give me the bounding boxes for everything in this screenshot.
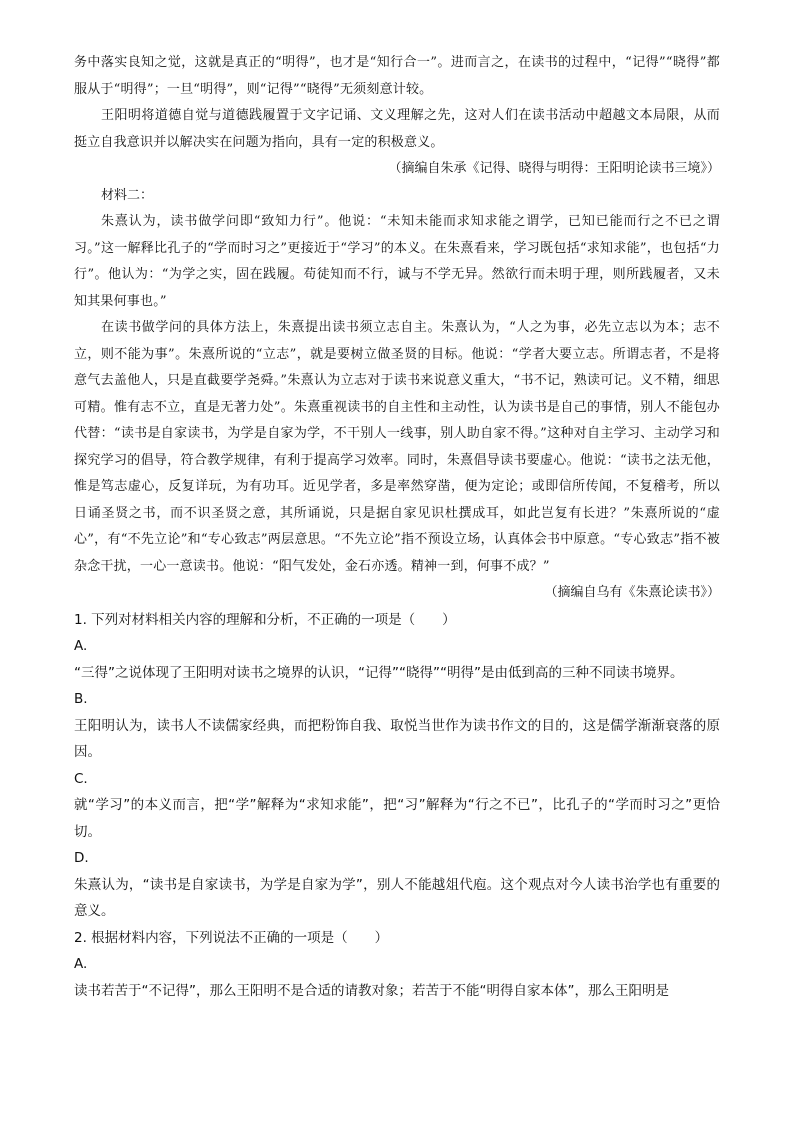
question-stem: 1. 下列对材料相关内容的理解和分析，不正确的一项是（ ）: [74, 611, 456, 628]
material1-paragraph-conclusion: 王阳明将道德自觉与道德践履置于文字记诵、文义理解之先，这对人们在读书活动中超越文本局限，从而挺立自我意识并以解决实在问题为指向，具有一定的积极意义。: [74, 108, 720, 150]
option-letter: C.: [74, 770, 88, 787]
option-c[interactable]: [74, 766, 720, 846]
question-2: [74, 925, 720, 1005]
option-text: “三得”之说体现了王阳明对读书之境界的认识，“记得”“晓得”“明得”是由低到高的三种不同读书境界。: [74, 664, 684, 681]
document-page: [74, 50, 720, 1004]
question-1: [74, 607, 720, 925]
material2-source: （摘编自乌有《朱熹论读书》）: [544, 585, 720, 600]
option-letter: A.: [74, 638, 88, 654]
option-text: 就“学习”的本义而言，把“学”解释为“求知求能”，把“习”解释为“行之不已”，比孔子的“学而时习之”更恰切。: [74, 797, 720, 840]
option-letter: D.: [74, 850, 89, 866]
option-text: 朱熹认为，“读书是自家读书，为学是自家为学”，别人不能越俎代庖。这个观点对今人读书治学也有重要的意义。: [74, 876, 720, 919]
question-stem: 2. 根据材料内容，下列说法不正确的一项是（ ）: [74, 929, 389, 946]
option-b[interactable]: [74, 686, 720, 766]
option-letter: B.: [74, 691, 88, 707]
option-letter: A.: [74, 956, 88, 972]
material1-paragraph-continued: 务中落实良知之觉，这就是真正的“明得”，也才是“知行合一”。进而言之，在读书的过程中，“记得”“晓得”都服从于“明得”；一旦“明得”，则“记得”“晓得”无须刻意计较。: [74, 55, 720, 97]
option-a[interactable]: [74, 633, 720, 686]
material2-paragraph-2: 在读书做学问的具体方法上，朱熹提出读书须立志自主。朱熹认为，“人之为事，必先立志以为本；志不立，则不能为事”。朱熹所说的“立志”，就是要树立做圣贤的目标。他说：“学者大要立志。所谓志者，不是将意气去盖他人，只是直截要学尧舜。”朱熹认为立志对于读书来说意义重大，“书不记，熟读可记。义不精，细思可精。惟有志不立，直是无著力处”。朱熹重视读书的自主性和主动性，认为读书是自己的事情，别人不能包办代替：“读书是自家读书，为学是自家为学，不干别人一线事，别人助自家不得。”这种对自主学习、主动学习和探究学习的倡导，符合教学规律，有利于提高学习效率。同时，朱熹倡导读书要虚心。他说：“读书之法无他，惟是笃志虚心，反复详玩，为有功耳。近见学者，多是率然穿凿，便为定论；或即信所传闻，不复稽考，所以日诵圣贤之书，而不识圣贤之意，其所诵说，只是据自家见识杜撰成耳，如此岂复有长进？”朱熹所说的“虚心”，有“不先立论”和“专心致志”两层意思。“不先立论”指不预设立场，认真体会书中原意。“专心致志”指不被杂念干扰，一心一意读书。他说：“阳气发处，金石亦透。精神一到，何事不成？”: [74, 320, 720, 574]
option-text: 王阳明认为，读书人不读儒家经典，而把粉饰自我、取悦当世作为读书作文的目的，这是儒学渐渐衰落的原因。: [74, 717, 720, 760]
option-a[interactable]: [74, 951, 720, 1004]
option-text: 读书若苦于“不记得”，那么王阳明不是合适的请教对象；若苦于不能“明得自家本体”，那么王阳明是: [74, 982, 669, 999]
material1-source: （摘编自朱承《记得、晓得与明得：王阳明论读书三境》）: [388, 161, 720, 176]
material2-label: 材料二：: [101, 187, 154, 203]
material2-paragraph-1: 朱熹认为，读书做学问即“致知力行”。他说：“未知未能而求知求能之谓学，已知已能而行之不已之谓习。”这一解释比孔子的“学而时习之”更接近于“学习”的本义。在朱熹看来，学习既包括“求知求能”，也包括“力行”。他认为：“为学之实，固在践履。苟徒知而不行，诚与不学无异。然欲行而未明于理，则所践履者，又未知其果何事也。”: [74, 214, 720, 309]
option-d[interactable]: [74, 845, 720, 925]
